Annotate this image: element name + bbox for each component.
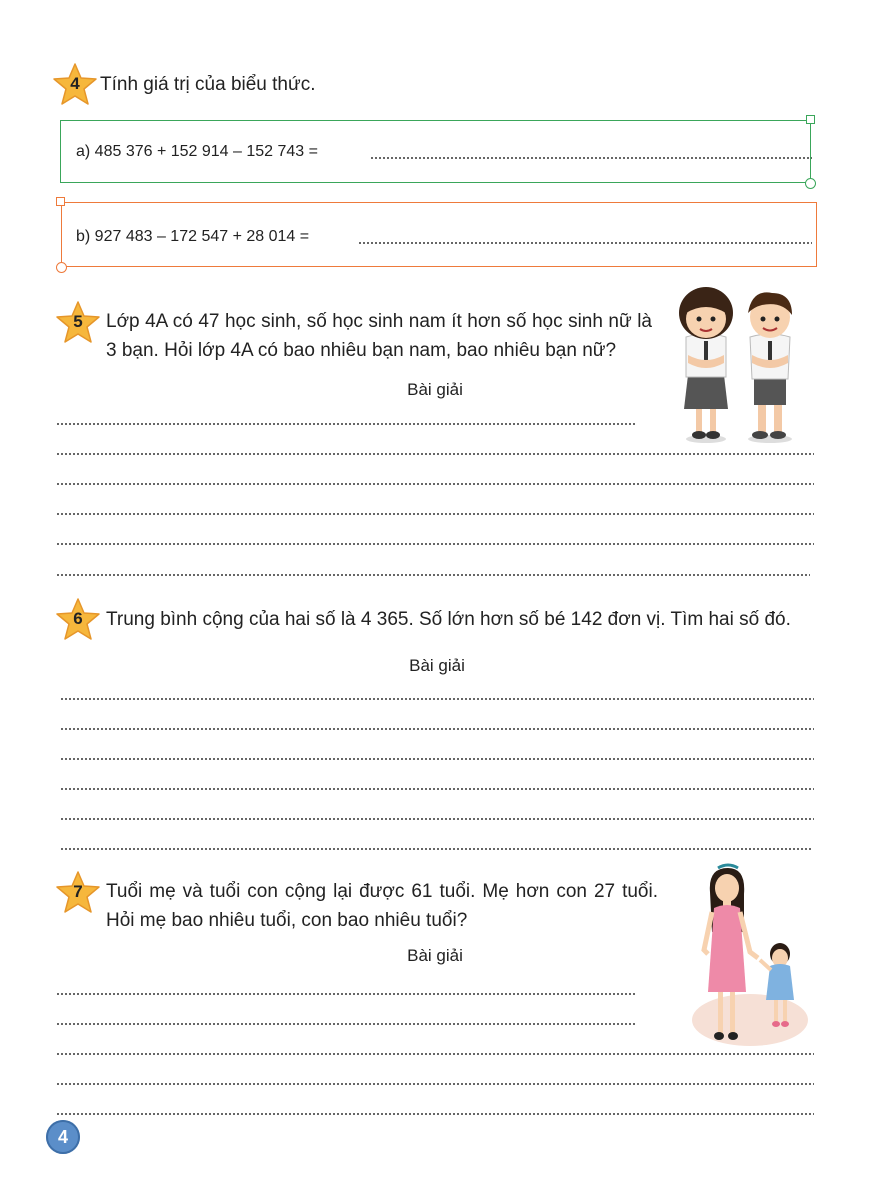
answer-line[interactable]: [358, 242, 812, 244]
question-number: 5: [73, 312, 83, 331]
answer-line[interactable]: [56, 513, 814, 515]
question-4-title: Tính giá trị của biểu thức.: [100, 74, 316, 95]
expression-b: b) 927 483 – 172 547 + 28 014 =: [76, 228, 310, 245]
answer-line[interactable]: [370, 157, 812, 159]
question-6-text: Trung bình cộng của hai số là 4 365. Số lớn hơn số bé 142 đơn vị. Tìm hai số đó.: [106, 609, 791, 630]
box-corner-marker: [56, 262, 67, 273]
question-number: 7: [73, 882, 83, 901]
answer-line[interactable]: [56, 483, 814, 485]
solution-heading: Bài giải: [407, 946, 463, 965]
answer-line[interactable]: [56, 453, 814, 455]
star-badge-icon: [55, 300, 101, 344]
question-5-text: Lớp 4A có 47 học sinh, số học sinh nam ít hơn số học sinh nữ là 3 bạn. Hỏi lớp 4A có bao nhiêu bạn nam, bao nhiêu bạn nữ?: [106, 311, 652, 361]
page-number-badge: 4: [46, 1120, 80, 1154]
question-7-text: Tuổi mẹ và tuổi con cộng lại được 61 tuổi. Mẹ hơn con 27 tuổi. Hỏi mẹ bao nhiêu tuổi, con bao nhiêu tuổi?: [106, 881, 658, 931]
star-badge-icon: [52, 62, 98, 106]
box-corner-marker: [56, 197, 65, 206]
answer-line[interactable]: [56, 543, 814, 545]
answer-line[interactable]: [60, 848, 812, 850]
star-badge-icon: [55, 597, 101, 641]
solution-heading: Bài giải: [407, 380, 463, 399]
star-badge-icon: [55, 870, 101, 914]
schoolchildren-illustration: [662, 285, 812, 445]
answer-line[interactable]: [56, 1083, 814, 1085]
answer-line[interactable]: [56, 1113, 814, 1115]
box-corner-marker: [805, 178, 816, 189]
answer-line[interactable]: [56, 574, 810, 576]
answer-line[interactable]: [60, 788, 814, 790]
answer-line[interactable]: [60, 758, 814, 760]
answer-line[interactable]: [60, 818, 814, 820]
answer-line[interactable]: [56, 993, 636, 995]
mother-daughter-illustration: [688, 862, 812, 1052]
answer-line[interactable]: [60, 728, 814, 730]
expression-a: a) 485 376 + 152 914 – 152 743 =: [76, 143, 318, 160]
solution-heading: Bài giải: [409, 656, 465, 675]
answer-line[interactable]: [60, 698, 814, 700]
answer-line[interactable]: [56, 1023, 636, 1025]
question-number: 4: [70, 74, 80, 93]
question-number: 6: [73, 609, 83, 628]
answer-line[interactable]: [56, 1053, 814, 1055]
box-corner-marker: [806, 115, 815, 124]
answer-line[interactable]: [56, 423, 636, 425]
